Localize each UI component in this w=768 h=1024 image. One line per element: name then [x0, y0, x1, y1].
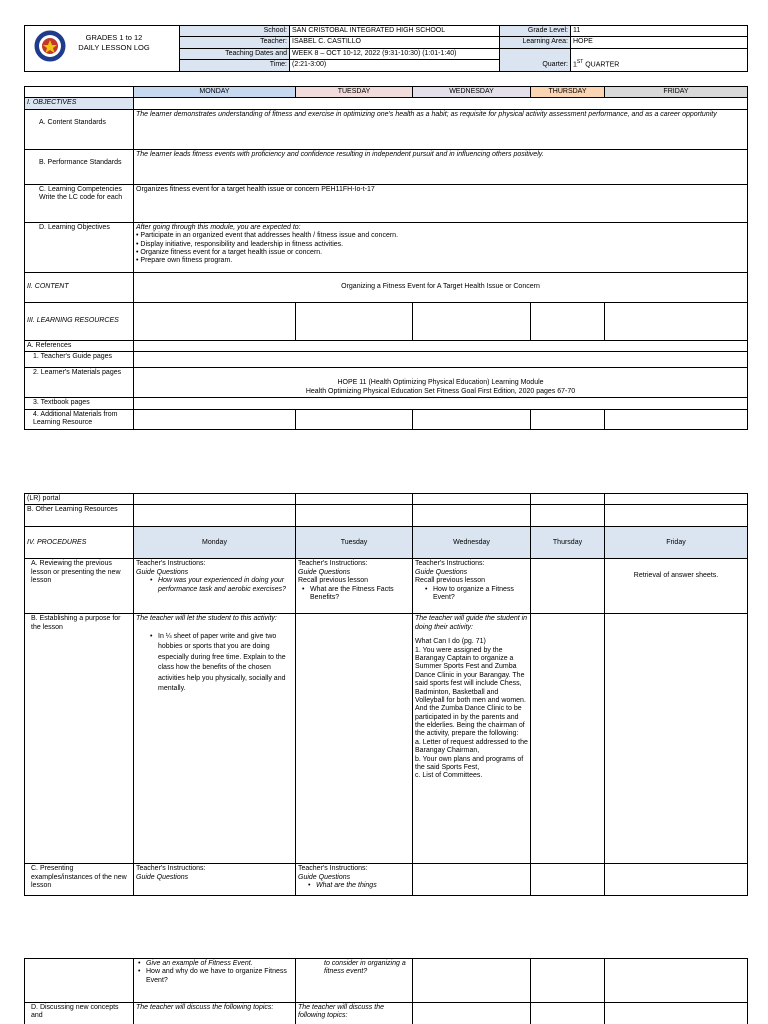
list-item: • Give an example of Fitness Event.	[138, 960, 293, 968]
other-mon	[134, 505, 296, 527]
textbook-pages-label: 3. Textbook pages	[25, 398, 134, 409]
list-item: • What are the things	[308, 882, 410, 890]
resources-fri	[605, 302, 748, 340]
learning-objectives-text	[134, 222, 748, 272]
reviewing-thu	[531, 559, 605, 614]
learning-objective-item: • Participate in an organized event that addresses health / fitness issue and concern.	[136, 232, 399, 240]
teachers-guide-value	[134, 352, 748, 368]
reviewing-wed: Teacher's Instructions: Guide Questions Recall previous lesson • How to organize a Fitness Event?	[413, 559, 531, 614]
learning-competencies-label: C. Learning Competencies Write the LC code for each	[25, 184, 134, 222]
content-standards-label: A. Content Standards	[25, 109, 134, 149]
other-resources-label: B. Other Learning Resources	[25, 505, 134, 527]
learning-objective-item: • Prepare own fitness program.	[136, 257, 233, 265]
content-text: Organizing a Fitness Event for A Target Health Issue or Concern	[134, 272, 748, 302]
lr-portal-tue	[296, 494, 413, 505]
performance-standards-text: The learner leads fitness events with proficiency and confidence resulting in independent pursuit and in influencing others positively.	[134, 149, 748, 184]
learning-area-value: HOPE	[571, 37, 748, 48]
quarter-value	[571, 48, 748, 71]
discussing-fri	[605, 1003, 748, 1024]
quarter-number: 1	[573, 61, 577, 69]
learning-area-label: Learning Area:	[500, 37, 571, 48]
lesson-table-part-1	[24, 86, 748, 430]
additional-wed	[413, 409, 531, 429]
day-header-thursday: THURSDAY	[531, 87, 605, 98]
lesson-table-part-3	[24, 958, 748, 1024]
grade-level-label: Grade Level:	[500, 26, 571, 37]
header-title-line1: GRADES 1 to 12	[85, 33, 143, 42]
day-header-tuesday: TUESDAY	[296, 87, 413, 98]
day-header-wednesday: WEDNESDAY	[413, 87, 531, 98]
lr-portal-mon	[134, 494, 296, 505]
learning-objectives-intro: After going through this module, you are expected to:	[136, 223, 301, 231]
learning-objective-item: • Organize fitness event for a target health issue or concern.	[136, 248, 323, 256]
list-item: • In ¼ sheet of paper write and give two hobbies or sports that you are doing especially during free time. Explain to the class how the benefits of the chosen activities help you physically, socially and mentally.	[150, 632, 293, 695]
other-thu	[531, 505, 605, 527]
lr-portal-fri	[605, 494, 748, 505]
procedures-heading: IV. PROCEDURES	[25, 527, 134, 559]
quarter-text: QUARTER	[583, 61, 620, 69]
establishing-thu	[531, 614, 605, 864]
presenting-thu	[531, 864, 605, 896]
list-item: • How was your experienced in doing your performance task and aerobic exercises?	[150, 577, 293, 594]
grade-level-value: 11	[571, 26, 748, 37]
references-label: A. References	[25, 340, 134, 351]
textbook-pages-value	[134, 398, 748, 409]
learning-competencies-text: Organizes fitness event for a target health issue or concern PEH11FH-Io-t-17	[134, 184, 748, 222]
learning-objective-item: • Display initiative, responsibility and leadership in fitness activities.	[136, 240, 344, 248]
lr-portal-label: (LR) portal	[25, 494, 134, 505]
presenting-cont-wed	[413, 959, 531, 1003]
content-heading: II. CONTENT	[25, 272, 134, 302]
presenting-wed	[413, 864, 531, 896]
header-title-cell	[25, 26, 180, 72]
teacher-value: ISABEL C. CASTILLO	[290, 37, 500, 48]
presenting-fri	[605, 864, 748, 896]
presenting-cont-mon	[134, 959, 296, 1003]
resources-thu	[531, 302, 605, 340]
lr-portal-thu	[531, 494, 605, 505]
day-header-monday: MONDAY	[134, 87, 296, 98]
school-label: School:	[180, 26, 290, 37]
proc-header-thursday: Thursday	[531, 527, 605, 559]
learning-resources-heading: III. LEARNING RESOURCES	[25, 302, 134, 340]
resources-mon	[134, 302, 296, 340]
references-blank	[134, 340, 748, 351]
learning-objectives-label: D. Learning Objectives	[25, 222, 134, 272]
discussing-concepts-label: D. Discussing new concepts and	[25, 1003, 134, 1024]
teacher-label: Teacher:	[180, 37, 290, 48]
day-header-friday: FRIDAY	[605, 87, 748, 98]
reviewing-tue: Teacher's Instructions: Guide Questions Recall previous lesson • What are the Fitness Facts Benefits?	[296, 559, 413, 614]
proc-header-tuesday: Tuesday	[296, 527, 413, 559]
quarter-label: Quarter:	[500, 48, 571, 71]
additional-materials-label: 4. Additional Materials from Learning Resource	[25, 409, 134, 429]
learners-materials-label: 2. Learner's Materials pages	[25, 368, 134, 398]
lesson-table-part-2	[24, 493, 748, 896]
other-wed	[413, 505, 531, 527]
school-value: SAN CRISTOBAL INTEGRATED HIGH SCHOOL	[290, 26, 500, 37]
performance-standards-label: B. Performance Standards	[25, 149, 134, 184]
reviewing-fri: Retrieval of answer sheets.	[605, 559, 748, 614]
list-item: • How to organize a Fitness Event?	[425, 586, 528, 603]
discussing-wed	[413, 1003, 531, 1024]
presenting-cont-thu	[531, 959, 605, 1003]
presenting-tue: Teacher's Instructions: Guide Questions • What are the things	[296, 864, 413, 896]
objectives-blank	[134, 98, 748, 109]
presenting-cont-label	[25, 959, 134, 1003]
proc-header-monday: Monday	[134, 527, 296, 559]
objectives-heading: I. OBJECTIVES	[25, 98, 134, 109]
content-standards-text: The learner demonstrates understanding of fitness and exercise in optimizing one's health as a habit; as requisite for physical activity assessment performance, and as a career opportunity	[134, 109, 748, 149]
reviewing-mon: Teacher's Instructions: Guide Questions • How was your experienced in doing your performance task and aerobic exercises?	[134, 559, 296, 614]
proc-header-friday: Friday	[605, 527, 748, 559]
blank-day-header	[25, 87, 134, 98]
presenting-mon: Teacher's Instructions: Guide Questions	[134, 864, 296, 896]
additional-fri	[605, 409, 748, 429]
reviewing-lesson-label: A. Reviewing the previous lesson or presenting the new lesson	[25, 559, 134, 614]
resources-wed	[413, 302, 531, 340]
learners-materials-line1: HOPE 11 (Health Optimizing Physical Education) Learning Module	[337, 379, 544, 387]
proc-header-wednesday: Wednesday	[413, 527, 531, 559]
additional-thu	[531, 409, 605, 429]
establishing-mon: The teacher will let the student to this activity: • In ¼ sheet of paper write and give two hobbies or sports that you are doing especially during free time. Explain to the class how the benefits of the chosen activities help you physically, socially and mentally.	[134, 614, 296, 864]
header-table	[24, 25, 748, 72]
resources-tue	[296, 302, 413, 340]
establishing-fri	[605, 614, 748, 864]
additional-tue	[296, 409, 413, 429]
teachers-guide-label: 1. Teacher's Guide pages	[25, 352, 134, 368]
lr-portal-wed	[413, 494, 531, 505]
presenting-cont-fri	[605, 959, 748, 1003]
list-item: • What are the Fitness Facts Benefits?	[302, 586, 410, 603]
discussing-mon: The teacher will discuss the following topics:	[134, 1003, 296, 1024]
learners-materials-line2: Health Optimizing Physical Education Set Fitness Goal First Edition, 2020 pages 67-70	[305, 387, 576, 395]
list-item: • How and why do we have to organize Fitness Event?	[138, 968, 293, 985]
header-title-line2: DAILY LESSON LOG	[78, 43, 150, 53]
presenting-cont-tue: to consider in organizing a fitness event?	[296, 959, 413, 1003]
teaching-dates-value-2: (2:21-3:00)	[290, 60, 500, 71]
establishing-wed: The teacher will guide the student in doing their activity: What Can I do (pg. 71) 1. You were assigned by the Barangay Captain to organize a Summer Sports Fest and Zumba Dance Clinic in your Barangay. The said sports fest will include Chess, Badminton, Basketball and Volleyball for both men and women. And the Zumba Dance Clinic to be participated in by the parents and the elderlies. Being the chairman of the activity, prepare the following: a. Letter of request addressed to the Barangay Chairman, b. Your own plans and programs of the said Sports Fest, c. List of Committees.	[413, 614, 531, 864]
other-fri	[605, 505, 748, 527]
other-tue	[296, 505, 413, 527]
discussing-tue: The teacher will discuss the following topics:	[296, 1003, 413, 1024]
establishing-tue	[296, 614, 413, 864]
quarter-superscript: ST	[576, 58, 584, 65]
discussing-thu	[531, 1003, 605, 1024]
teaching-dates-value-1: WEEK 8 – OCT 10-12, 2022 (9:31-10:30) (1:01-1:40)	[290, 48, 500, 59]
presenting-examples-label: C. Presenting examples/instances of the new lesson	[25, 864, 134, 896]
additional-mon	[134, 409, 296, 429]
establishing-purpose-label: B. Establishing a purpose for the lesson	[25, 614, 134, 864]
teaching-dates-label-2: Time:	[180, 60, 290, 71]
teaching-dates-label-1: Teaching Dates and	[180, 48, 290, 59]
learners-materials-value	[134, 368, 748, 398]
